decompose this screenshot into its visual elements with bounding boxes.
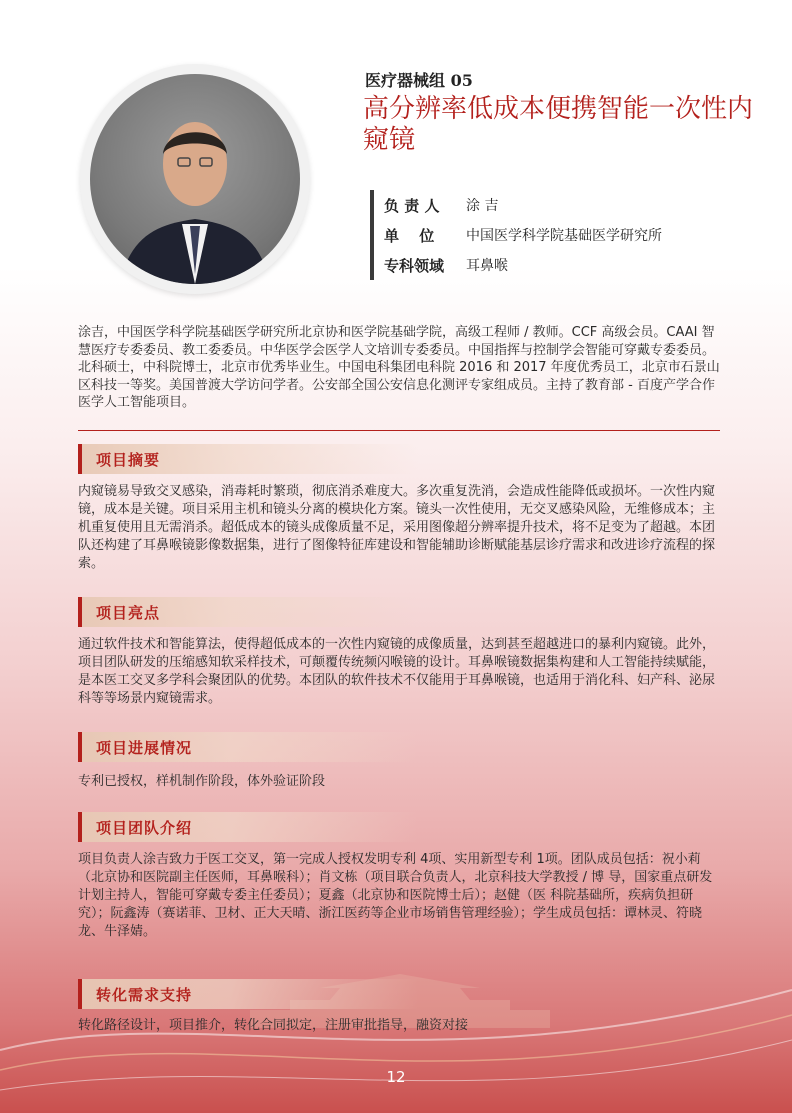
section-body-transfer: 转化路径设计，项目推介，转化合同拟定，注册审批指导，融资对接 [78,1018,469,1033]
section-header-team [78,812,418,842]
section-header-progress [78,732,418,762]
section-title: 项目摘要 [96,450,161,469]
info-value-field: 耳鼻喉 [466,258,508,274]
divider [78,430,720,431]
section-title: 项目进展情况 [96,738,193,757]
section-bar [78,979,82,1009]
section-title: 转化需求支持 [96,985,193,1004]
section-body-progress: 专利已授权，样机制作阶段，体外验证阶段 [78,774,326,789]
portrait-frame [80,64,310,294]
info-row-unit [384,220,662,250]
section-body-summary: 内窥镜易导致交叉感染，消毒耗时繁琐，彻底消杀难度大。多次重复洗消，会造成性能降低或损坏。一次性内窥镜，成本是关键。项目采用主机和镜头分离的模块化方案。镜头一次性使用，无交叉感染风险，无维修成本；主机重复使用且无需消杀。超低成本的镜头成像质量不足，采用图像超分辨率提升技术，将不足变为了超越。本团队还构建了耳鼻喉镜影像数据集，进行了图像特征库建设和智能辅助诊断赋能基层诊疗需求和改进诊疗流程的探索。 [78,484,716,571]
info-value-unit: 中国医学科学院基础医学研究所 [466,228,662,244]
section-title: 项目亮点 [96,603,161,622]
portrait-photo [90,74,300,284]
info-row-field [384,250,662,280]
page-number: 12 [386,1068,406,1086]
leader-bio: 涂吉，中国医学科学院基础医学研究所北京协和医学院基础学院，高级工程师 / 教师。CCF 高级会员。CAAI 智慧医疗专委委员、教工委委员。中华医学会医学人文培训专委委员。中国指挥与控制学会智能可穿戴专委委员。北科硕士，中科院博士，北京市优秀毕业生。中国电科集团电科院 2016 和 2017 年度优秀员工，北京市石景山区科技一等奖。美国普渡大学访问学者。公安部全国公安信息化测评专家组成员。主持了教育部 - 百度产学合作医学人工智能项目。 [78,325,720,410]
info-row-leader [384,190,662,220]
info-block [370,190,662,280]
section-title: 项目团队介绍 [96,818,193,837]
section-bar [78,597,82,627]
section-header-highlights [78,597,418,627]
info-key-unit: 单 位 [384,226,435,245]
info-key-field: 专科领域 [384,256,445,275]
project-title: 高分辨率低成本便携智能一次性内窥镜 [363,94,754,155]
info-key-leader: 负 责 人 [384,196,440,215]
person-silhouette [90,74,300,284]
section-header-transfer [78,979,418,1009]
section-bar [78,444,82,474]
section-header-summary [78,444,418,474]
project-category: 医疗器械组 05 [365,71,473,90]
section-bar [78,812,82,842]
section-body-team: 项目负责人涂吉致力于医工交叉，第一完成人授权发明专利 4项、实用新型专利 1项。团队成员包括：祝小莉（北京协和医院副主任医师，耳鼻喉科）；肖文栋（项目联合负责人，北京科技大学教授 / 博 导，国家重点研发计划主持人，智能可穿戴专委主任委员）；夏鑫（北京协和医院博士后）；赵健（医 科院基础所，疾病负担研究）；阮鑫涛（赛诺菲、卫材、正大天晴、浙江医药等企业市场销售管理经验）；学生成员包括：谭林灵、符晓龙、牛泽婧。 [78,852,713,939]
section-bar [78,732,82,762]
section-body-highlights: 通过软件技术和智能算法，使得超低成本的一次性内窥镜的成像质量，达到甚至超越进口的暴利内窥镜。此外，项目团队研发的压缩感知软采样技术，可颠覆传统频闪喉镜的设计。耳鼻喉镜数据集构建和人工智能持续赋能，是本医工交叉多学科会聚团队的优势。本团队的软件技术不仅能用于耳鼻喉镜，也适用于消化科、妇产科、泌尿科等等场景内窥镜需求。 [78,637,716,706]
info-value-leader: 涂 吉 [466,198,499,214]
